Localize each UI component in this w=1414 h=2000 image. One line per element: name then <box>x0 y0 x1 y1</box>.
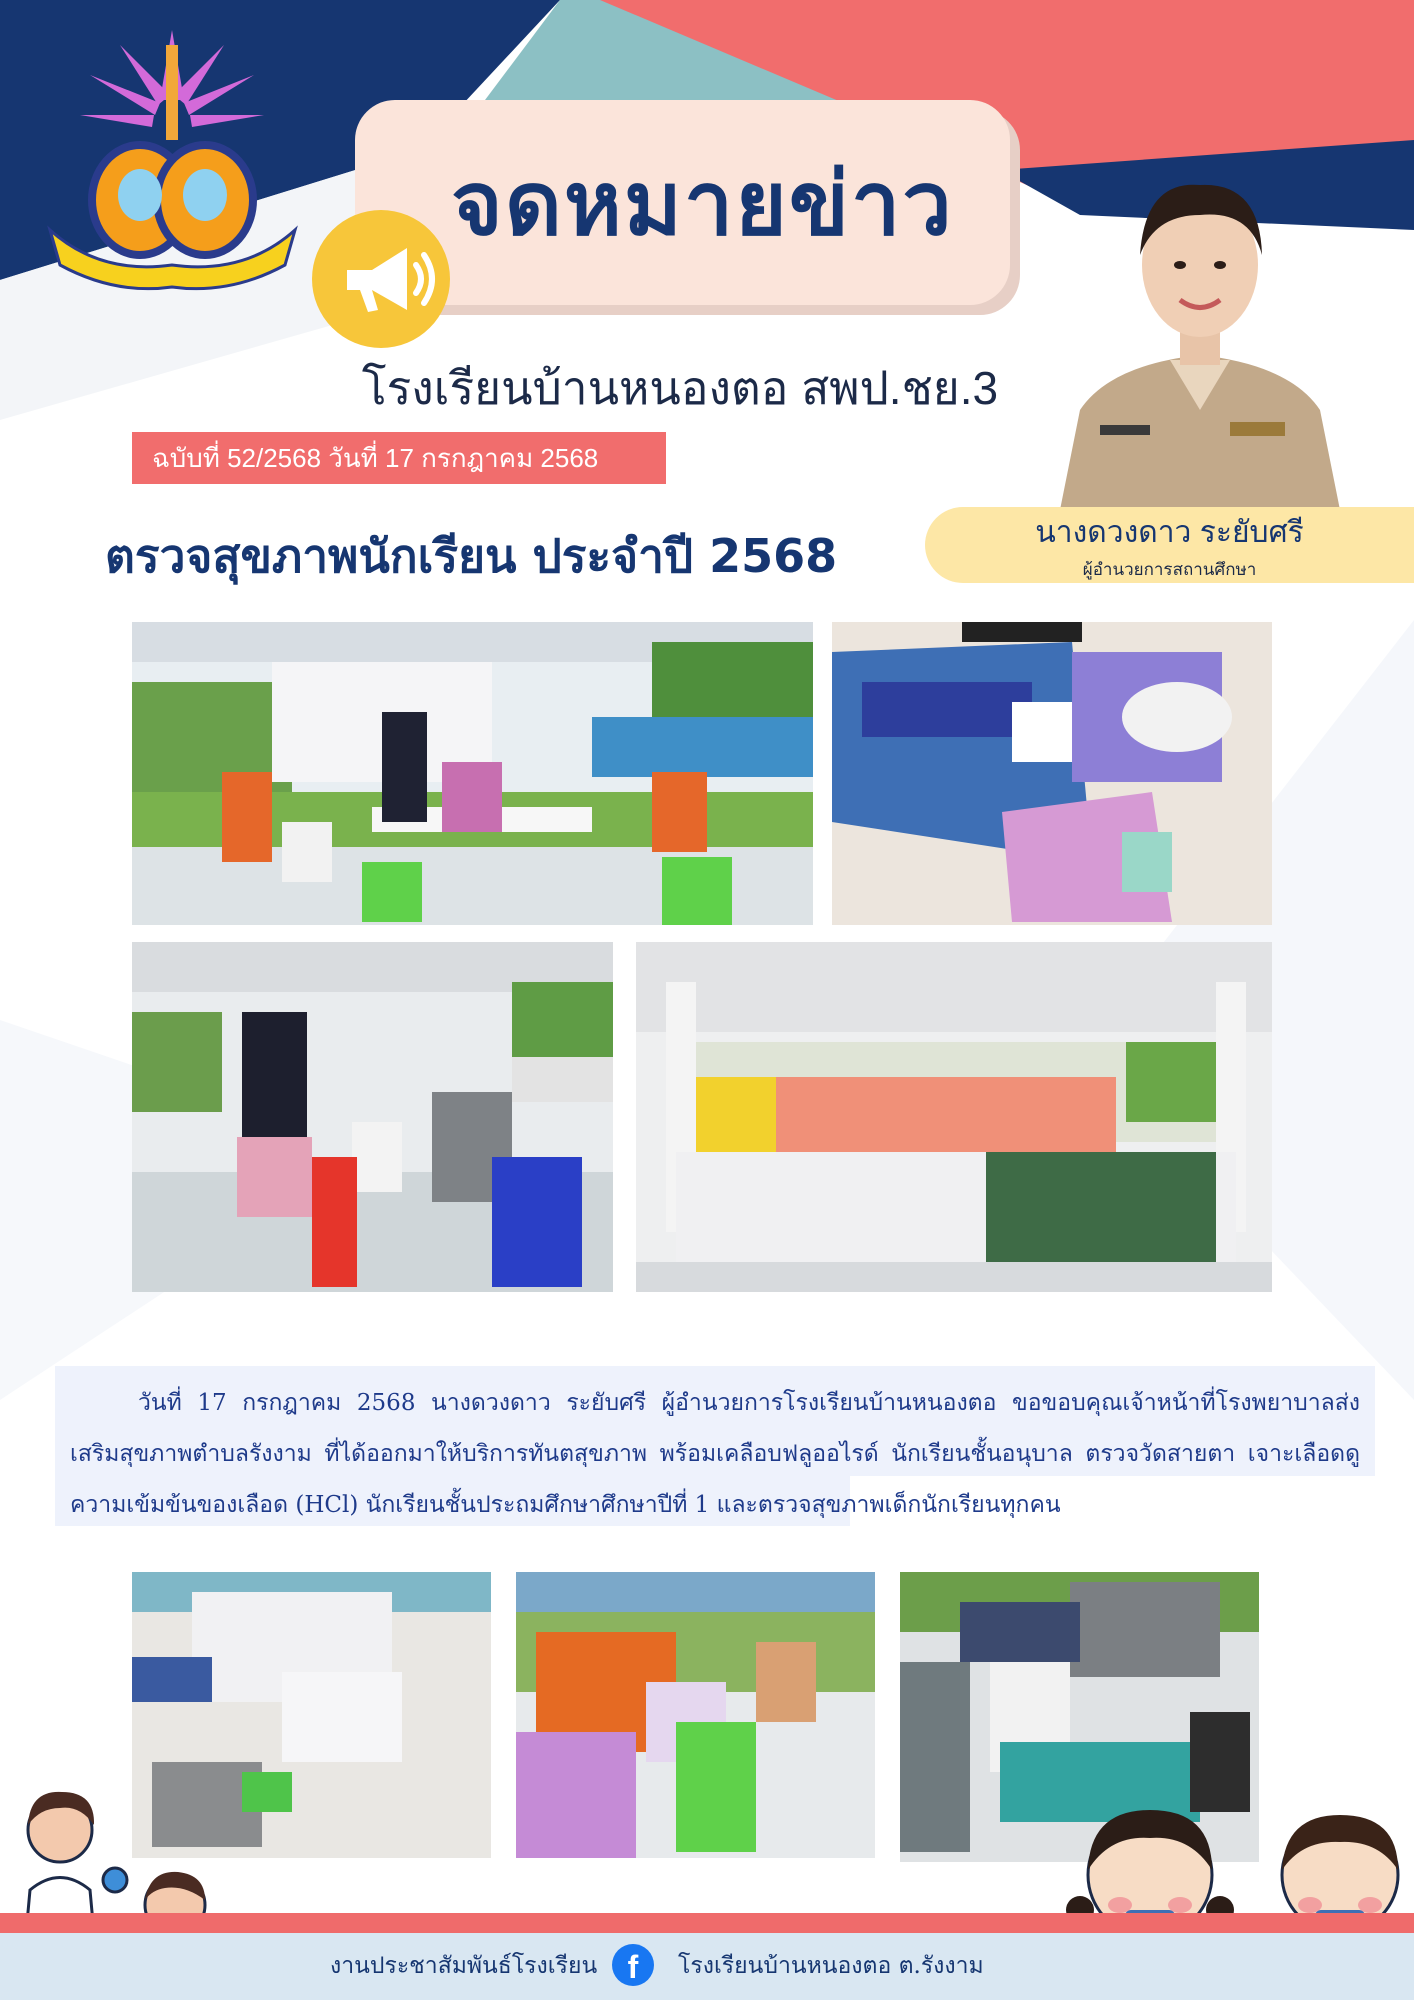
photo-dental-exam-chair <box>516 1572 875 1858</box>
director-name: นางดวงดาว ระยับศรี <box>1035 516 1304 549</box>
school-logo <box>40 25 305 295</box>
photo-dental-check-outdoor <box>132 622 813 925</box>
photo-group-students-staff <box>636 942 1272 1292</box>
footer-facebook-page[interactable]: โรงเรียนบ้านหนองตอ ต.รังงาม <box>678 1953 984 1979</box>
facebook-icon[interactable]: f <box>612 1944 654 1986</box>
megaphone-icon <box>312 210 450 348</box>
photo-child-checkup-mat <box>832 622 1272 925</box>
body-paragraph: วันที่ 17 กรกฎาคม 2568 นางดวงดาว ระยับศรี ผู้อำนวยการโรงเรียนบ้านหนองตอ ขอขอบคุณเจ้าหน้าที่โรงพยาบาลส่งเสริมสุขภาพตำบลรังงาม ที่ได้ออกมาให้บริการทันตสุขภาพ พร้อมเคลือบฟลูออไรด์ นักเรียนชั้นอนุบาล ตรวจวัดสายตา เจาะเลือดดูความเข้มข้นของเลือด (HCl) นักเรียนชั้นประถมศึกษาศึกษาปีที่ 1 และตรวจสุขภาพเด็กนักเรียนทุกคน <box>70 1390 1360 1518</box>
school-name: โรงเรียนบ้านหนองตอ สพป.ชย.3 <box>361 362 999 414</box>
news-headline: ตรวจสุขภาพนักเรียน ประจำปี 2568 <box>105 529 838 583</box>
issue-number: ฉบับที่ 52/2568 วันที่ 17 กรกฎาคม 2568 <box>132 432 666 484</box>
photo-dental-check-seated <box>132 942 613 1292</box>
director-nameplate <box>925 507 1414 583</box>
newsletter-title-card <box>355 100 1010 305</box>
footer-stripe <box>0 1913 1414 1933</box>
newsletter-title: จดหมายข่าว <box>451 151 954 255</box>
director-portrait <box>1040 160 1360 510</box>
director-role: ผู้อำนวยการสถานศึกษา <box>1082 560 1257 579</box>
footer-pr-label: งานประชาสัมพันธ์โรงเรียน <box>330 1953 598 1979</box>
